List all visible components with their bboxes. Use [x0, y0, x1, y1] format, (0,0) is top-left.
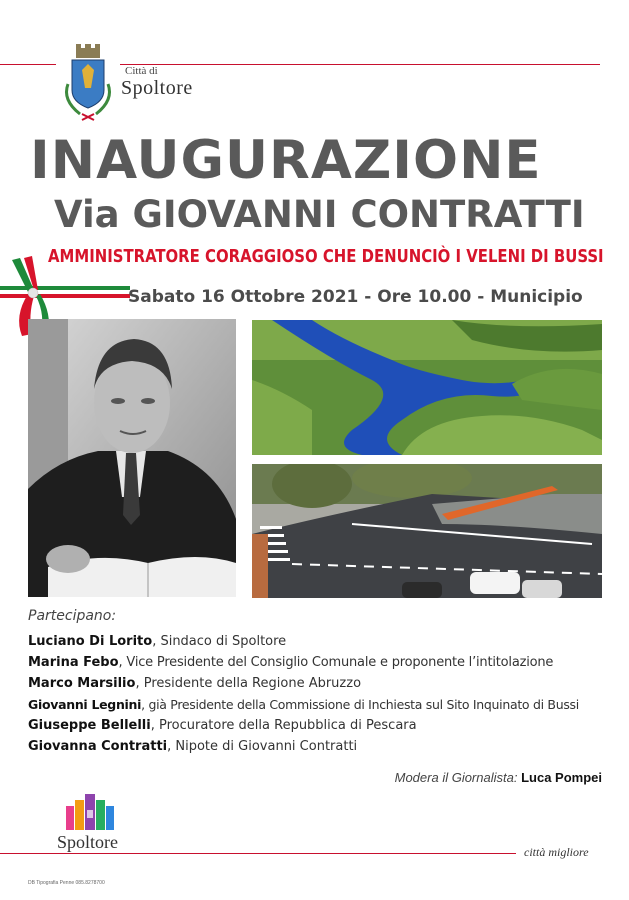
- tagline: AMMINISTRATORE CORAGGIOSO CHE DENUNCIÒ I VELENI DI BUSSI: [48, 246, 604, 267]
- footer-logo-text: Spoltore: [57, 832, 118, 852]
- moderator-name: Luca Pompei: [521, 770, 602, 785]
- participant-name: Giovanni Legnini: [28, 697, 142, 712]
- portrait-image: [28, 319, 236, 597]
- event-date-line: Sabato 16 Ottobre 2021 - Ore 10.00 - Municipio: [128, 287, 583, 307]
- moderator-line: [395, 770, 602, 785]
- participant-role: , Nipote di Giovanni Contratti: [167, 739, 358, 754]
- street-photo: [252, 464, 602, 598]
- city-skyline-logo-icon: [64, 792, 120, 832]
- city-label-name: Spoltore: [121, 77, 193, 99]
- river-aerial-photo: [252, 320, 602, 455]
- spoltore-logo: [64, 792, 120, 832]
- city-crest: [60, 44, 116, 126]
- header-rule-left: [0, 64, 56, 65]
- participant-name: Luciano Di Lorito: [28, 634, 153, 649]
- page-title: INAUGURAZIONE: [30, 130, 542, 191]
- print-note: DB Tipografia Penne 085.8278700: [28, 880, 105, 886]
- river-image: [252, 320, 602, 455]
- city-label-small: Città di: [125, 65, 158, 77]
- participant-row: [28, 739, 608, 760]
- participant-role: , Procuratore della Repubblica di Pescara: [150, 718, 417, 733]
- moderator-label: Modera il Giornalista:: [394, 770, 518, 785]
- participant-row: [28, 634, 608, 655]
- footer-slogan: città migliore: [524, 845, 589, 859]
- participant-role: , Vice Presidente del Consiglio Comunale e proponente l’intitolazione: [118, 655, 554, 670]
- footer-rule: [0, 853, 516, 854]
- participant-role: , Presidente della Regione Abruzzo: [135, 676, 362, 691]
- participant-name: Marina Febo: [28, 655, 119, 670]
- street-title: Via GIOVANNI CONTRATTI: [54, 193, 585, 236]
- crest-icon: [60, 44, 116, 126]
- participant-role: , Sindaco di Spoltore: [152, 634, 287, 649]
- participant-name: Marco Marsilio: [28, 676, 136, 691]
- participant-role: , già Presidente della Commissione di Inchiesta sul Sito Inquinato di Bussi: [141, 697, 579, 712]
- participant-row: [28, 676, 608, 697]
- portrait-photo: [28, 319, 236, 597]
- participants-section: [28, 608, 608, 760]
- participant-name: Giovanna Contratti: [28, 739, 168, 754]
- street-image: [252, 464, 602, 598]
- header-rule-right: [120, 64, 600, 65]
- participant-name: Giuseppe Bellelli: [28, 718, 151, 733]
- participant-row: [28, 655, 608, 676]
- participant-row: [28, 697, 608, 718]
- participants-heading: Partecipano:: [28, 608, 117, 624]
- participant-row: [28, 718, 608, 739]
